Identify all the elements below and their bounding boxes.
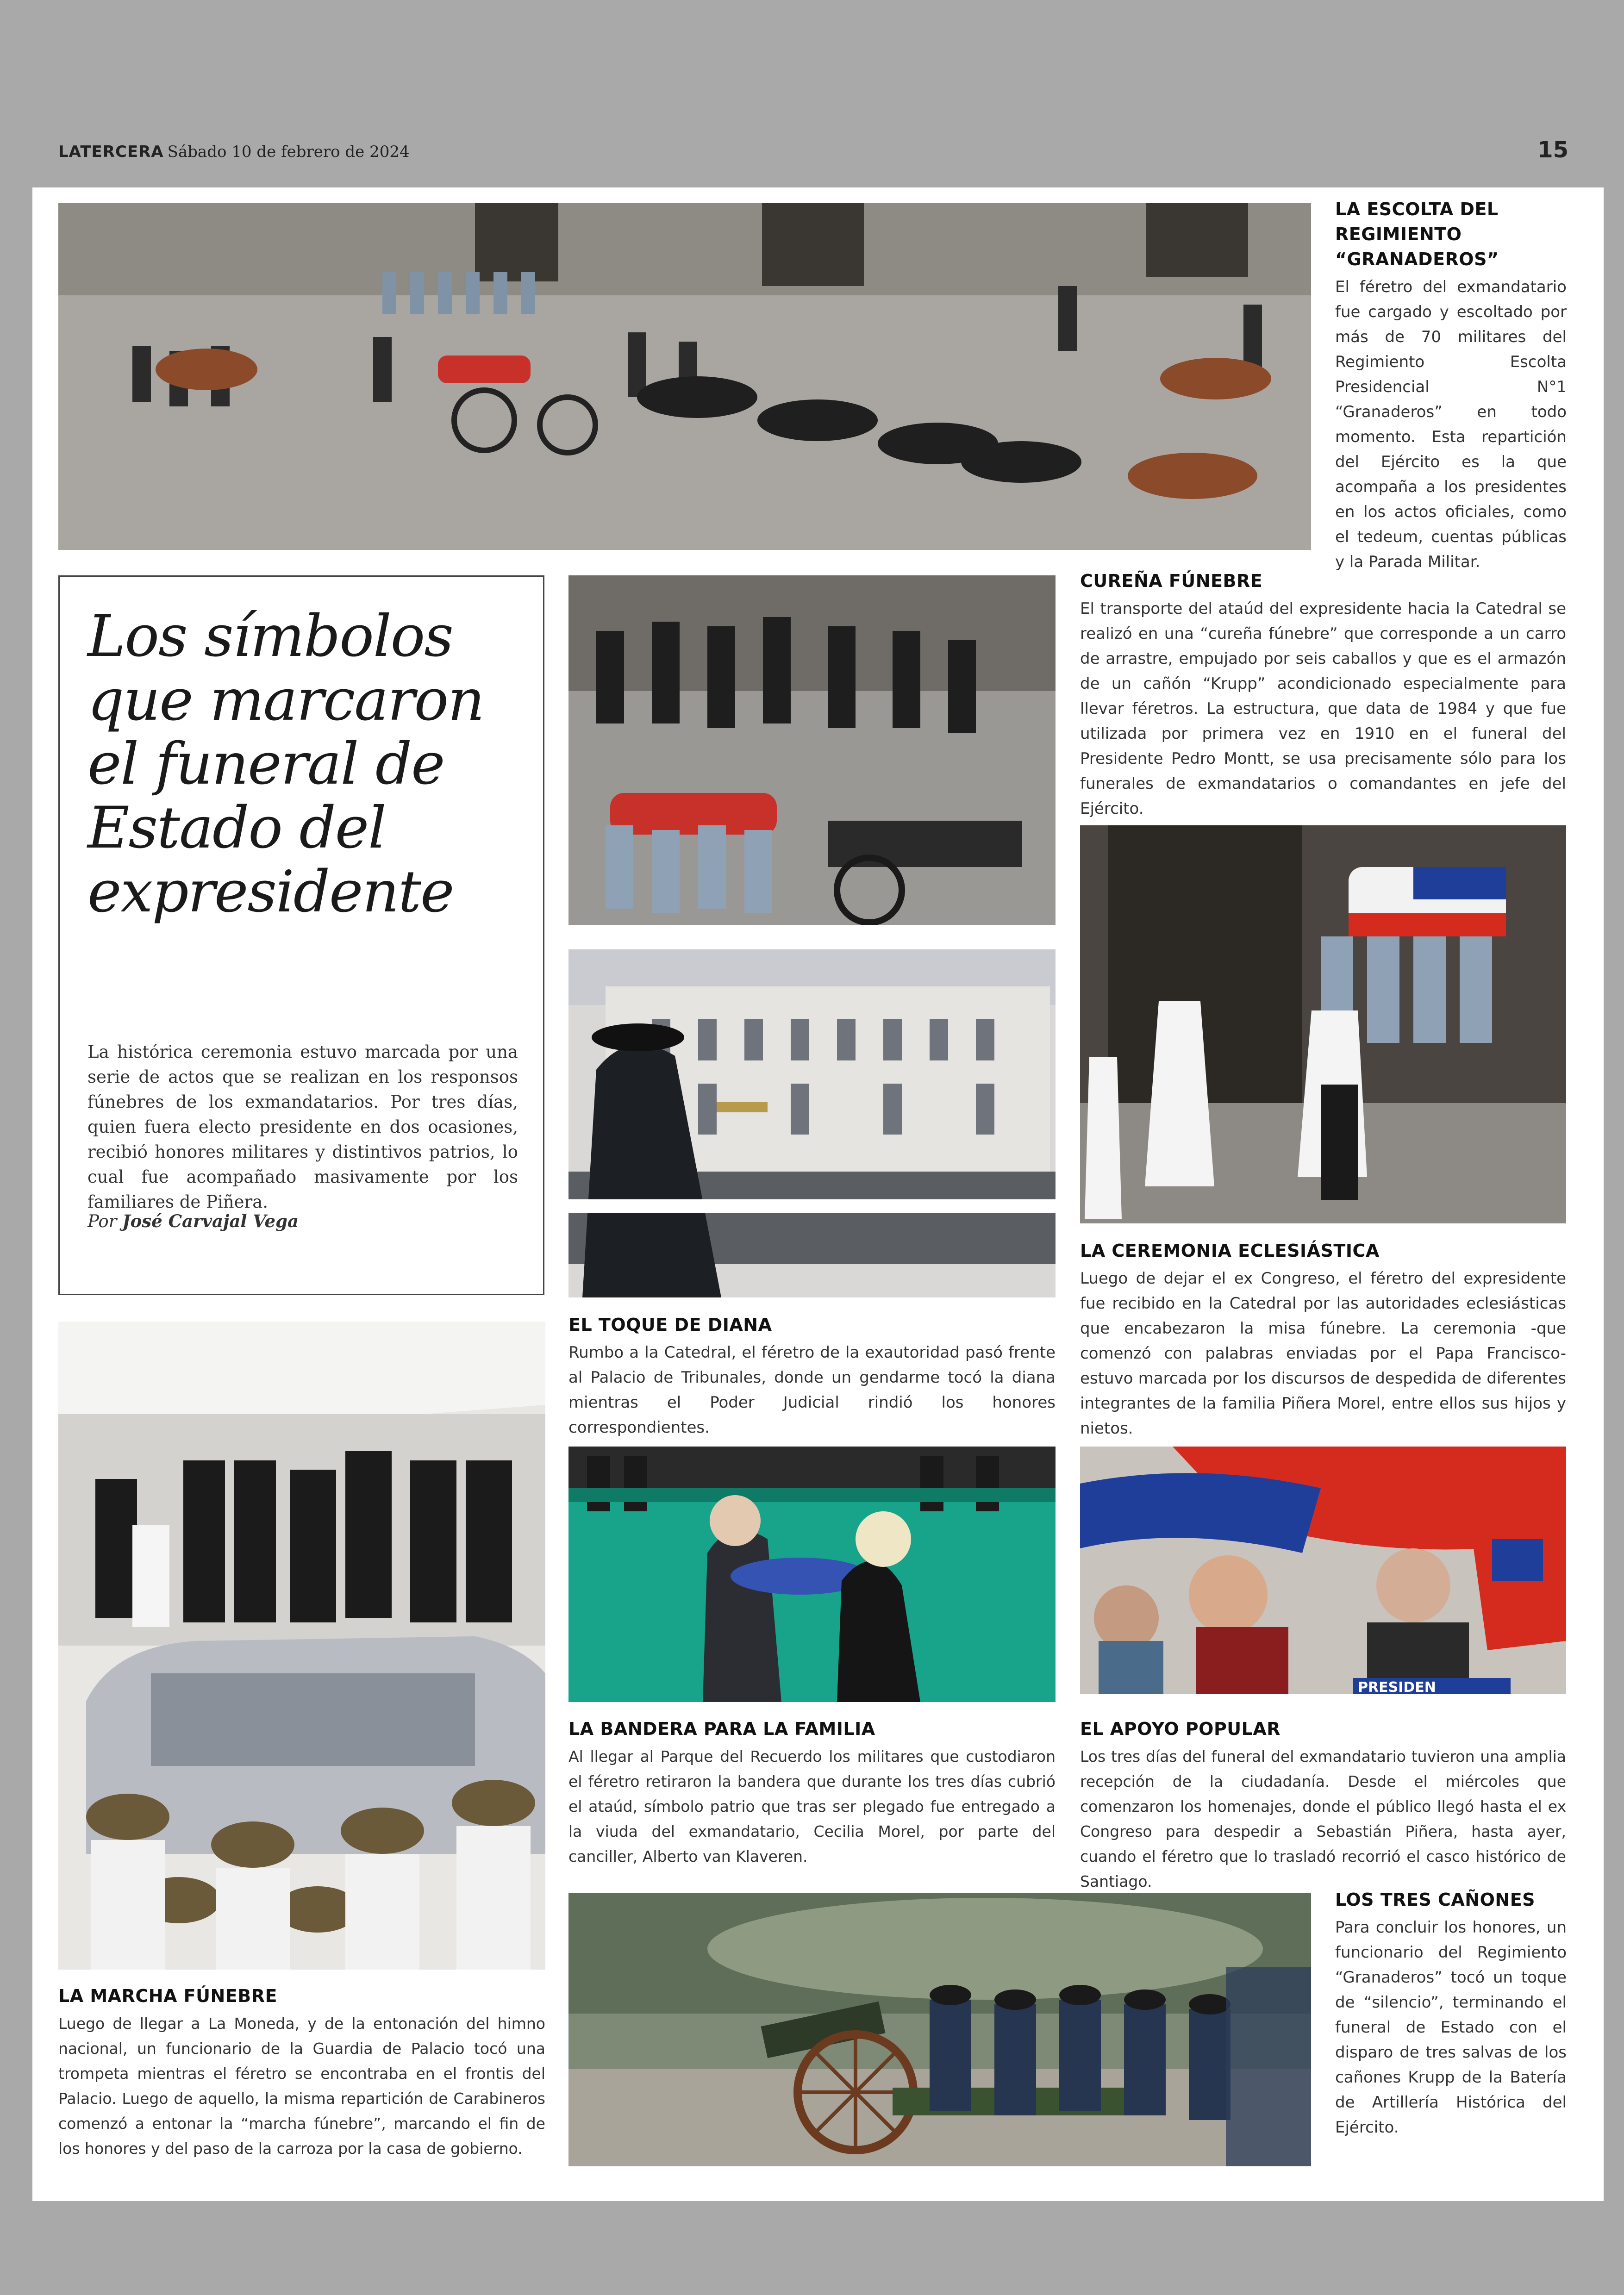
caption-canones (1335, 1887, 1567, 2140)
newspaper-brand: LATERCERA (58, 143, 164, 161)
caption-escolta (1335, 197, 1567, 574)
photo-procession-granaderos (58, 203, 1311, 550)
page-header (58, 143, 410, 161)
caption-diana (568, 1312, 1056, 1440)
byline-author: José Carvajal Vega (122, 1211, 299, 1231)
photo-krupp-cannons (568, 1893, 1311, 2166)
photo-church-ceremony (1080, 825, 1566, 1223)
caption-title: CUREÑA FÚNEBRE (1080, 571, 1263, 591)
photo-popular-support (1080, 1447, 1566, 1694)
photo-diana-trumpeter (568, 949, 1056, 1297)
issue-date: Sábado 10 de febrero de 2024 (167, 143, 410, 161)
article-lede: La histórica ceremonia estuvo marcada por una serie de actos que se realizan en los responsos fúnebres de los exmandatarios. Por tres días, quien fuera electo presidente en dos ocasiones, recibió honores militares y distintivos patrios, lo cual fue acompañado masivamente por los familiares de Piñera. (87, 1042, 518, 1212)
photo-coffin-carried (568, 575, 1056, 925)
caption-title: LOS TRES CAÑONES (1335, 1890, 1536, 1910)
caption-body: Para concluir los honores, un funcionario del Regimiento “Granaderos” tocó un toque de “silencio”, terminando el funeral de Estado con el disparo de tres salvas de los cañones Krupp de la Batería de Artillería Histórica del Ejército. (1335, 1918, 1567, 2137)
caption-title: LA ESCOLTA DEL REGIMIENTO “GRANADEROS” (1335, 199, 1499, 269)
caption-curena (1080, 568, 1566, 821)
banner-text: PRESIDEN (1358, 1679, 1436, 1694)
caption-body: El féretro del exmandatario fue cargado y escoltado por más de 70 militares del Regimiento Escolta Presidencial N°1 “Granaderos” en todo momento. Esta repartición del Ejército es la que acompaña a los presidentes en los actos oficiales, como el tedeum, cuentas públicas y la Parada Militar. (1335, 278, 1567, 571)
caption-body: El transporte del ataúd del expresidente hacia la Catedral se realizó en una “cureña fúnebre” que corresponde a un carro de arrastre, empujado por seis caballos y que es el armazón de un cañón “Krupp” acondicionado especialmente para llevar féretros. La estructura, que data de 1984 y que fue utilizada por primera vez en 1910 en el funeral del Presidente Pedro Montt, se usa precisamente sólo para los funerales de exmandatarios o comandantes en jefe del Ejército. (1080, 599, 1566, 818)
byline-prefix: Por (87, 1211, 117, 1231)
caption-body: Luego de llegar a La Moneda, y de la entonación del himno nacional, un funcionario de la Guardia de Palacio tocó una trompeta mientras el féretro se encontraba en el frontis del Palacio. Luego de aquello, la misma repartición de Carabineros comenzó a entonar la “marcha fúnebre”, marcando el fin de los honores y del paso de la carroza por la casa de gobierno. (58, 2014, 545, 2158)
article-byline (87, 1211, 299, 1231)
caption-title: LA BANDERA PARA LA FAMILIA (568, 1719, 875, 1739)
caption-title: LA MARCHA FÚNEBRE (58, 1986, 277, 2006)
photo-moneda-family (58, 1322, 545, 1970)
caption-title: EL TOQUE DE DIANA (568, 1315, 772, 1335)
caption-marcha (58, 1983, 545, 2161)
caption-title: LA CEREMONIA ECLESIÁSTICA (1080, 1241, 1380, 1261)
caption-body: Al llegar al Parque del Recuerdo los militares que custodiaron el féretro retiraron la bandera que durante los tres días cubrió el ataúd, símbolo patrio que tras ser plegado fue entregado a la viuda del exmandatario, Cecilia Morel, por parte del canciller, Alberto van Klaveren. (568, 1747, 1056, 1865)
caption-body: Los tres días del funeral del exmandatario tuvieron una amplia recepción de la ciudadanía. Desde el miércoles que comenzaron los homenajes, donde el público llegó hasta el ex Congreso para despedir a Sebastián Piñera, hasta ayer, cuando el féretro que lo trasladó recorrió el casco histórico de Santiago. (1080, 1747, 1566, 1890)
caption-title: EL APOYO POPULAR (1080, 1719, 1281, 1739)
caption-body: Luego de dejar el ex Congreso, el féretro del expresidente fue recibido en la Catedral por las autoridades eclesiásticas que encabezaron la misa fúnebre. La ceremonia -que comenzó con palabras enviadas por el Papa Francisco- estuvo marcada por los discursos de despedida de diferentes integrantes de la familia Piñera Morel, entre ellos sus hijos y nietos. (1080, 1269, 1566, 1438)
caption-apoyo (1080, 1716, 1566, 1894)
caption-bandera (568, 1716, 1056, 1869)
photo-flag-handover (568, 1447, 1056, 1702)
caption-body: Rumbo a la Catedral, el féretro de la exautoridad pasó frente al Palacio de Tribunales, donde un gendarme tocó la diana mientras el Poder Judicial rindió los honores correspondientes. (568, 1343, 1056, 1437)
page-number: 15 (1537, 137, 1568, 163)
caption-ceremonia (1080, 1238, 1566, 1441)
article-headline: Los símbolos que marcaron el funeral de Estado del expresidente (87, 603, 484, 925)
article-title-box (58, 575, 544, 1295)
